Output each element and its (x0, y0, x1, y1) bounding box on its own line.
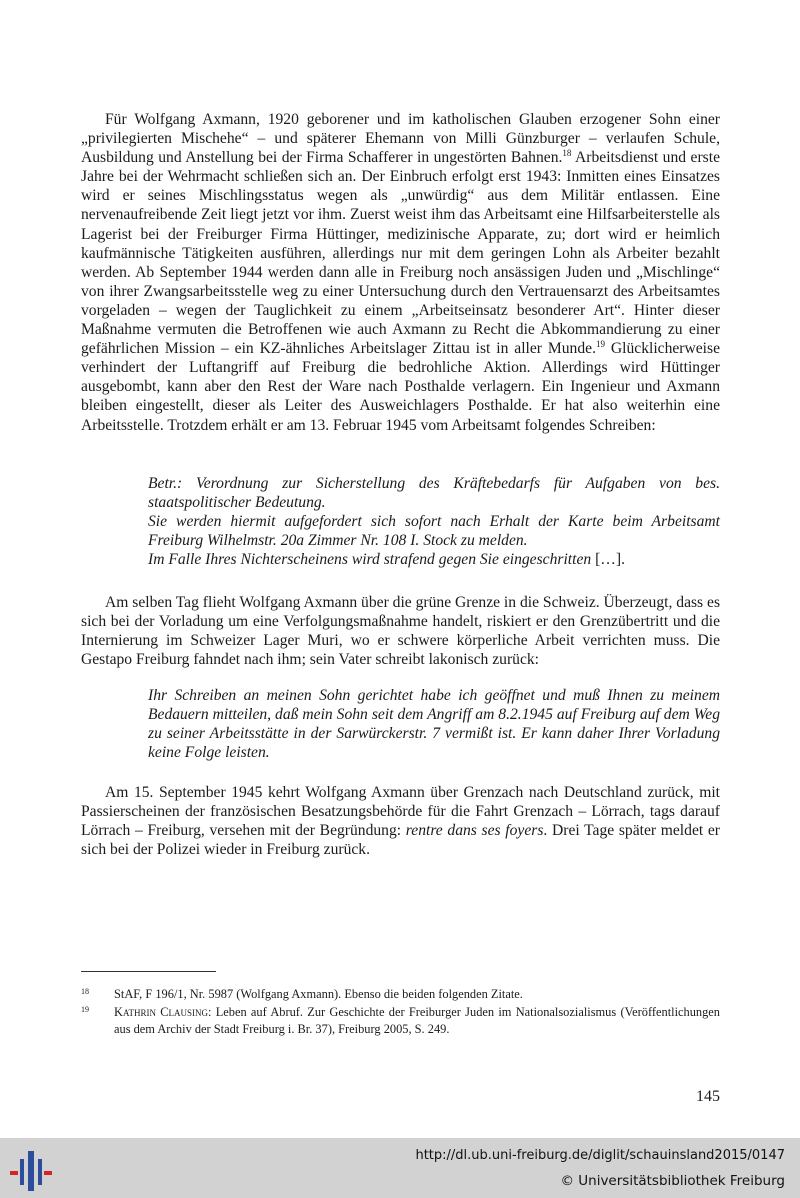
quote-1-line-2: Sie werden hiermit aufgefordert sich sofort nach Erhalt der Karte beim Arbeitsamt Freiburg Wilhelmstr. 20a Zimmer Nr. 108 I. Stock zu melden. (148, 513, 720, 550)
footnote-divider (81, 971, 216, 972)
footnote-19-text: : Leben auf Abruf. Zur Geschichte der Freiburger Juden im Nationalsozialismus (Veröffentlichungen aus dem Archiv der Stadt Freiburg i. Br. 37), Freiburg 2005, S. 249. (114, 1005, 720, 1036)
footnote-19-author: Kathrin Clausing (114, 1005, 208, 1019)
quote-letter-arbeitsamt (148, 474, 720, 569)
paragraph-2 (81, 593, 720, 669)
footer-url-link[interactable]: http://dl.ub.uni-freiburg.de/diglit/schauinsland2015/0147 (415, 1148, 785, 1163)
footnote-19 (81, 1004, 720, 1038)
footnote-18-number: 18 (81, 987, 89, 996)
quote-1-line-1: Betr.: Verordnung zur Sicherstellung des Kräftebedarfs für Aufgaben von bes. staatspolitischer Bedeutung. (148, 475, 720, 512)
paragraph-2-text: Am selben Tag flieht Wolfgang Axmann über die grüne Grenze in die Schweiz. Überzeugt, dass es sich bei der Vorladung um eine Verfolgungsmaßnahme handelt, riskiert er den Grenzübertritt und die Internierung im Schweizer Lager Muri, wo er schwere körperliche Arbeit verrichten muss. Die Gestapo Freiburg fahndet nach ihm; sein Vater schreibt lakonisch zurück: (81, 594, 721, 669)
footer-copyright: © Universitätsbibliothek Freiburg (560, 1173, 785, 1189)
footnote-18 (81, 986, 720, 1003)
footnote-18-text: StAF, F 196/1, Nr. 5987 (Wolfgang Axmann). Ebenso die beiden folgenden Zitate. (114, 987, 523, 1001)
paragraph-1-text-c: Glücklicherweise verhindert der Luftangriff auf Freiburg die bedrohliche Aktion. Allerdings wird Hüttinger ausgebombt, kann aber den Rest der Ware nach Posthalde verlagern. Ein Ingenieur und Axmann bleiben eingestellt, dieser als Leiter des Ausweichlagers Posthalde. Er hat also weiterhin eine Arbeitsstelle. Trotzdem erhält er am 13. Februar 1945 vom Arbeitsamt folgendes Schreiben: (81, 340, 720, 434)
viewer-footer (0, 1138, 800, 1198)
footnote-ref-19[interactable]: 19 (595, 339, 605, 350)
paragraph-1-text-a: Für Wolfgang Axmann, 1920 geborener und im katholischen Glauben erzogener Sohn einer „privilegierten Mischehe“ – und späterer Ehemann von Milli Günzburger – verlaufen Schule, Ausbildung und Anstellung bei der Firma Schafferer in ungestörten Bahnen. (81, 111, 720, 167)
paragraph-3 (81, 783, 720, 859)
quote-1-line-3-ellipsis: […]. (591, 551, 625, 569)
paragraph-1 (81, 110, 720, 435)
quote-1-line-3 (148, 550, 720, 569)
paragraph-1-text-b: Arbeitsdienst und erste Jahre bei der Wehrmacht schließen sich an. Der Einbruch erfolgt erst 1943: Inmitten eines Einsatzes wird er seines Mischlingsstatus wegen als „unwürdig“ aus dem Militär entlassen. Eine nervenaufreibende Zeit liegt jetzt vor ihm. Zuerst weist ihm das Arbeitsamt eine Hilfsarbeiterstelle als Lagerist bei der Freiburger Firma Hüttinger, medizinische Apparate, zu; dort wird er heimlich kaufmännische Tätigkeiten ausführen, allerdings nur mit dem geringen Lohn als Arbeiter bezahlt werden. Ab September 1944 werden dann alle in Freiburg noch ansässigen Juden und „Mischlinge“ von ihrer Zwangsarbeitsstelle weg zu einer Untersuchung durch den Vertrauensarzt des Arbeitsamtes vorgeladen – wegen der Tauglichkeit zu einem „Arbeitseinsatz besonderer Art“. Hinter dieser Maßnahme vermuten die Betroffenen wie auch Axmann zu Recht die Abkommandierung zu einer gefährlichen Mission – ein KZ-ähnliches Arbeitslager Zittau ist in aller Munde. (81, 149, 720, 358)
paragraph-3-italic: rentre dans ses foyers (405, 822, 544, 840)
quote-father-reply (148, 686, 720, 762)
paragraph-3-text-b: . Drei Tage später meldet er sich bei der Polizei wieder in Freiburg zurück. (81, 822, 720, 859)
quote-1-line-3-text: Im Falle Ihres Nichterscheinens wird strafend gegen Sie eingeschritten (148, 551, 592, 569)
footnote-19-number: 19 (81, 1005, 89, 1014)
quote-2-text: Ihr Schreiben an meinen Sohn gerichtet habe ich geöffnet und muß Ihnen zu meinem Bedauern mitteilen, daß mein Sohn seit dem Angriff am 8.2.1945 auf Freiburg auf dem Weg zu seiner Arbeitsstätte in der Sarwürckerstr. 7 vermißt ist. Er kann daher Ihrer Vorladung keine Folge leisten. (148, 687, 720, 762)
page-number: 145 (696, 1088, 720, 1105)
paragraph-3-text-a: Am 15. September 1945 kehrt Wolfgang Axmann über Grenzach nach Deutschland zurück, mit Passierscheinen der französischen Besatzungsbehörde für die Fahrt Grenzach – Lörrach, tags darauf Lörrach – Freiburg, versehen mit der Begründung: (81, 784, 720, 840)
ub-freiburg-logo-icon[interactable] (10, 1151, 52, 1191)
footnote-ref-18[interactable]: 18 (562, 148, 572, 159)
